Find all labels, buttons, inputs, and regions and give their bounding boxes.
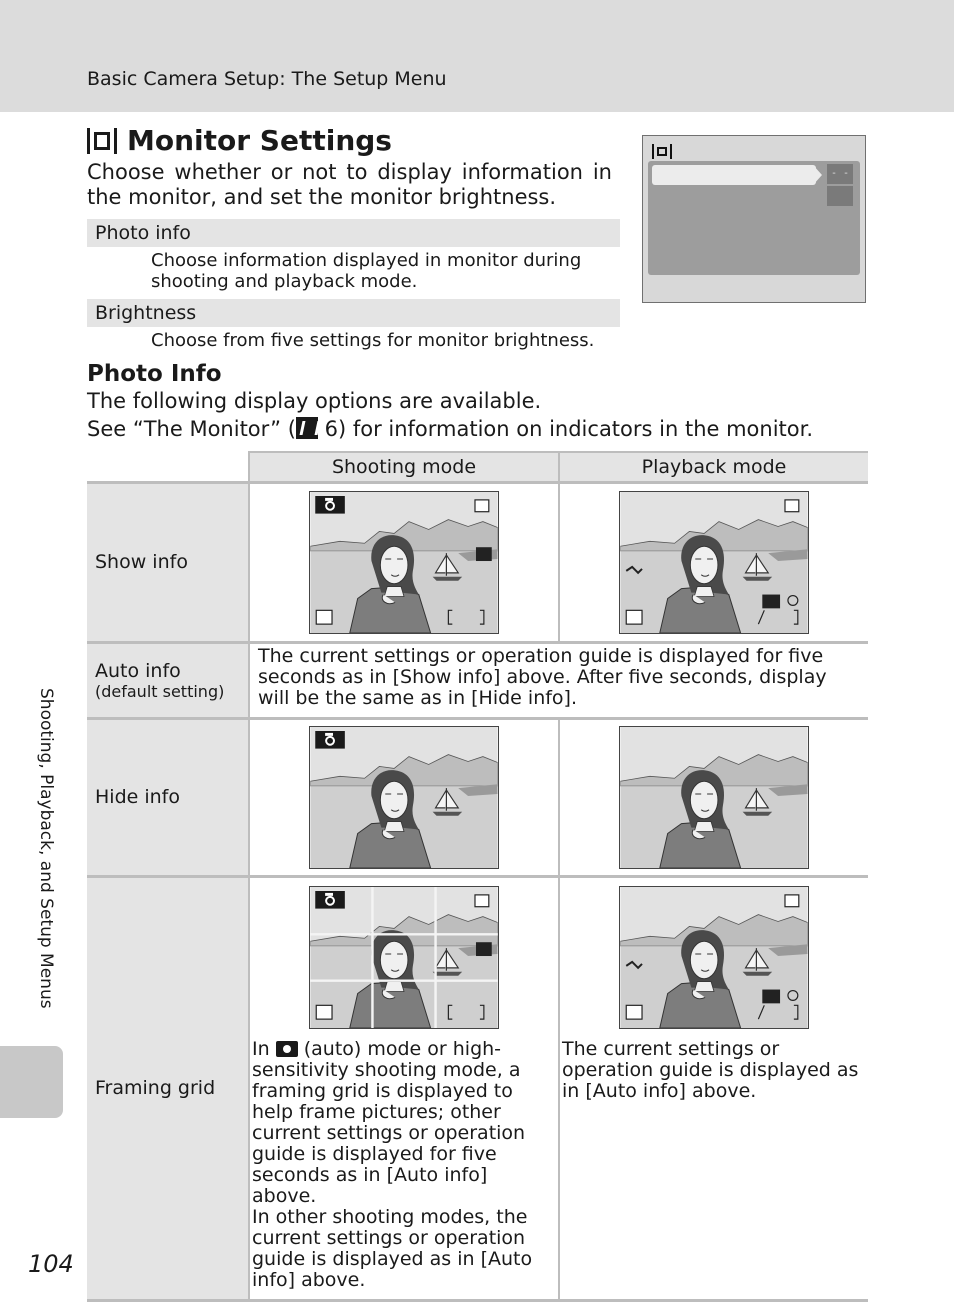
sidebar-section-label: Shooting, Playback, and Setup Menus	[36, 688, 56, 1009]
vr-icon	[476, 547, 492, 561]
menu-item-value-2	[827, 186, 853, 206]
section-intro: Choose whether or not to display information in the monitor, and set the monitor brightness.	[87, 160, 612, 209]
auto-mode-camera-icon	[276, 1041, 298, 1057]
hide-info-shooting-thumbnail	[309, 726, 499, 869]
header-title: Basic Camera Setup: The Setup Menu	[87, 68, 447, 90]
row-label-framing-grid: Framing grid	[87, 876, 249, 1300]
sidebar-tab	[0, 1046, 63, 1118]
framing-grid-shooting-thumbnail	[309, 886, 499, 1029]
show-info-shooting-thumbnail	[309, 491, 499, 634]
framing-grid-shooting-text	[250, 1029, 558, 1299]
framing-grid-playback-text: The current settings or operation guide is displayed as in [Auto info] above.	[562, 1037, 859, 1102]
image-mode-icon	[316, 1005, 332, 1019]
camera-mode-icon	[315, 890, 345, 908]
option-photo-info-heading: Photo info	[87, 219, 620, 247]
show-info-playback-cell	[559, 482, 868, 642]
option-brightness-heading: Brightness	[87, 299, 620, 327]
table-corner	[87, 452, 249, 482]
monitor-settings-icon	[87, 128, 117, 154]
framing-grid-playback-thumbnail	[619, 886, 809, 1029]
header-band	[0, 0, 954, 112]
internal-memory-icon	[475, 894, 489, 906]
hide-info-shooting-cell	[249, 718, 559, 876]
image-mode-icon	[626, 1005, 642, 1019]
camera-mode-icon	[315, 730, 345, 748]
show-info-shooting-cell	[249, 482, 559, 642]
monitor-settings-icon	[652, 144, 672, 159]
image-mode-icon	[316, 610, 332, 624]
show-info-playback-thumbnail	[619, 491, 809, 634]
framing-grid-shooting-text-pre: In	[252, 1037, 276, 1060]
framing-grid-shooting-cell	[249, 876, 559, 1300]
internal-memory-icon	[475, 499, 489, 511]
header-shooting-mode: Shooting mode	[249, 452, 559, 482]
section-title	[87, 124, 392, 157]
ok-button-icon	[762, 989, 780, 1003]
vr-icon	[476, 942, 492, 956]
camera-mode-icon	[315, 495, 345, 513]
reference-book-icon	[296, 417, 318, 439]
header-playback-mode: Playback mode	[559, 452, 868, 482]
option-brightness-desc: Choose from five settings for monitor brightness.	[151, 330, 595, 351]
table-row-show-info	[87, 482, 868, 642]
framing-grid-shooting-text-2: In other shooting modes, the current settings or operation guide is displayed as in [Auto info] above.	[252, 1205, 533, 1291]
menu-item-selected	[652, 165, 816, 185]
monitor-menu-screen	[642, 135, 866, 303]
row-label-show-info: Show info	[87, 482, 249, 642]
auto-info-sublabel: (default setting)	[95, 681, 225, 701]
framing-grid-shooting-text-post: (auto) mode or high-sensitivity shooting mode, a framing grid is displayed to help frame pictures; other current settings or operation guide is displayed for five seconds as in [Auto info] above.	[252, 1037, 526, 1207]
menu-item-value: - -	[827, 164, 853, 184]
photo-info-line-1: The following display options are available.	[87, 389, 542, 413]
table-row-hide-info	[87, 718, 868, 876]
photo-info-line-2-post: 6) for information on indicators in the monitor.	[317, 417, 814, 441]
option-photo-info-desc: Choose information displayed in monitor during shooting and playback mode.	[151, 250, 582, 292]
menu-arrow-icon	[813, 165, 822, 185]
row-label-hide-info: Hide info	[87, 718, 249, 876]
internal-memory-icon	[785, 894, 799, 906]
row-label-auto-info	[87, 642, 249, 718]
section-title-text: Monitor Settings	[127, 124, 392, 157]
photo-info-line-2-pre: See “The Monitor” (	[87, 417, 296, 441]
table-row-framing-grid	[87, 876, 868, 1300]
auto-info-description: The current settings or operation guide is displayed for five seconds as in [Show info] above. After five seconds, display will be the same as in [Hide info].	[249, 642, 868, 718]
photo-info-title: Photo Info	[87, 361, 222, 387]
page-number: 104	[28, 1250, 74, 1278]
table-row-auto-info	[87, 642, 868, 718]
photo-info-line-2	[87, 417, 813, 442]
framing-grid-playback-cell	[559, 876, 868, 1300]
hide-info-playback-thumbnail	[619, 726, 809, 869]
image-mode-icon	[626, 610, 642, 624]
ok-button-icon	[762, 594, 780, 608]
hide-info-playback-cell	[559, 718, 868, 876]
auto-info-label: Auto info	[95, 659, 181, 682]
photo-info-table	[87, 451, 868, 1302]
internal-memory-icon	[785, 499, 799, 511]
